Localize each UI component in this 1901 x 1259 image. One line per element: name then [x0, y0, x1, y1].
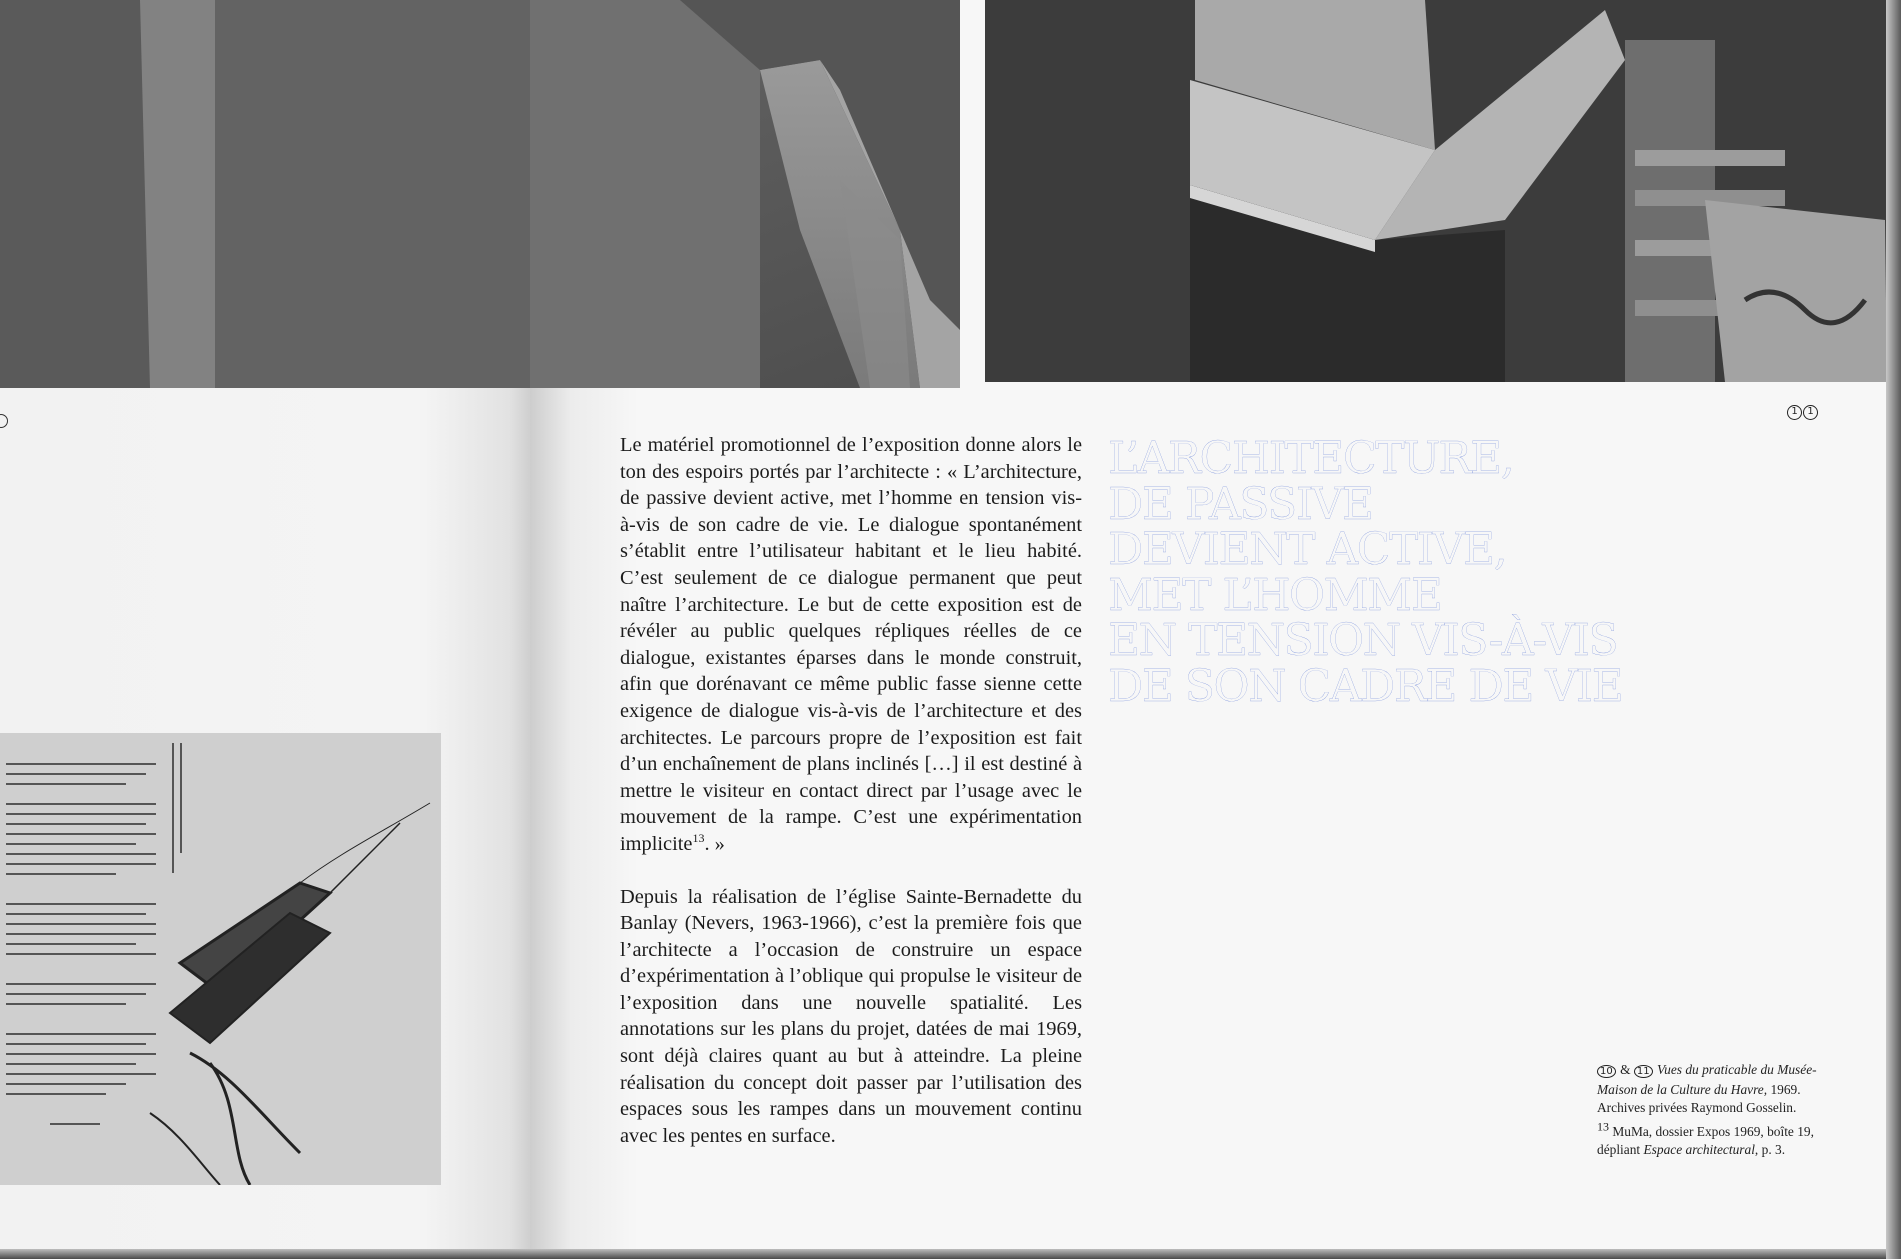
page-number-digit-1: 1: [1787, 405, 1802, 420]
figure-caption: [1597, 1061, 1822, 1117]
figure-caption-credit: 1969. Archives privées Raymond Gosselin.: [1597, 1082, 1801, 1115]
pull-quote-line: DEVIENT ACTIVE,: [1108, 524, 1507, 575]
footnote-text: MuMa, dossier Expos 1969, boîte 19, dépliant: [1597, 1124, 1814, 1157]
body-paragraph-2: Depuis la réalisation de l’église Sainte-Bernadette du Banlay (Nevers, 1963-1966), c’est la première fois que l’architecte a l’occasion de construire un espace d’expérimentation à l’oblique qui propulse le visiteur de l’exposition dans une nouvelle spatialité. Les annotations sur les plans du projet, datées de mai 1969, sont déjà claires quant au but à atteindre. La pleine réalisation du concept doit passer par l’utilisation des espaces sous les rampes dans un mouvement continu avec les pentes en surface.: [620, 885, 1082, 1147]
footnote-reference: 13: [692, 831, 705, 846]
body-paragraph-1-text: Le matériel promotionnel de l’exposition donne alors le ton des espoirs portés par l’architecte : « L’architecture, de passive devient active, met l’homme en tension vis-à-vis de son cadre de vie. Le dialogue spontanément s’établit entre l’utilisateur habitant et le lieu habité. C’est seulement de ce dialogue permanent que peut naître l’architecture. Le but de cette exposition est de révéler au public quelques répliques réelles de ce dialogue, existantes éparses dans le monde construit, afin que dorénavant ce même public fasse sienne cette exigence de dialogue vis-à-vis de l’architecture et des architectes. Le parcours propre de l’exposition est fait d’un enchaînement de plans inclinés […] il est destiné à mettre le visiteur en contact direct par l’usage avec le mouvement de la rampe. C’est une expérimentation implicite: [620, 434, 1082, 855]
page-number-digit-2: 1: [1803, 405, 1818, 420]
photo-platform-model: [985, 0, 1887, 382]
book-right-edge: [1886, 0, 1901, 1259]
photo-ramp-interior: [0, 0, 960, 388]
footnote: [1597, 1119, 1822, 1159]
captions: [1597, 1061, 1822, 1159]
pull-quote-line: MET L’HOMME: [1108, 569, 1442, 621]
page-number: [1787, 403, 1821, 421]
pull-quote: [1108, 433, 1628, 712]
body-paragraph-1: [620, 432, 1082, 858]
footnote-number: 13: [1597, 1119, 1609, 1134]
footnote-text-end: , p. 3.: [1754, 1142, 1786, 1157]
book-bottom-edge: [0, 1249, 1901, 1259]
figure-ref-2: 11: [1634, 1065, 1653, 1078]
body-paragraph-1-end: . »: [704, 832, 725, 855]
pull-quote-line: DE SON CADRE DE VIE: [1108, 660, 1623, 712]
pull-quote-line: EN TENSION VIS-À-VIS: [1108, 615, 1618, 666]
photo-exhibition-brochure: [0, 733, 441, 1185]
body-text: [620, 432, 1082, 1149]
figure-ref-separator: &: [1616, 1062, 1634, 1077]
figure-caption-title: Vues du praticable du Musée-Maison de la Culture du Havre,: [1597, 1062, 1817, 1097]
figure-ref-1: 10: [1597, 1065, 1616, 1078]
footnote-title: Espace architectural: [1643, 1142, 1755, 1157]
pull-quote-line: L’ARCHITECTURE,: [1108, 433, 1514, 484]
pull-quote-line: DE PASSIVE: [1108, 478, 1373, 530]
